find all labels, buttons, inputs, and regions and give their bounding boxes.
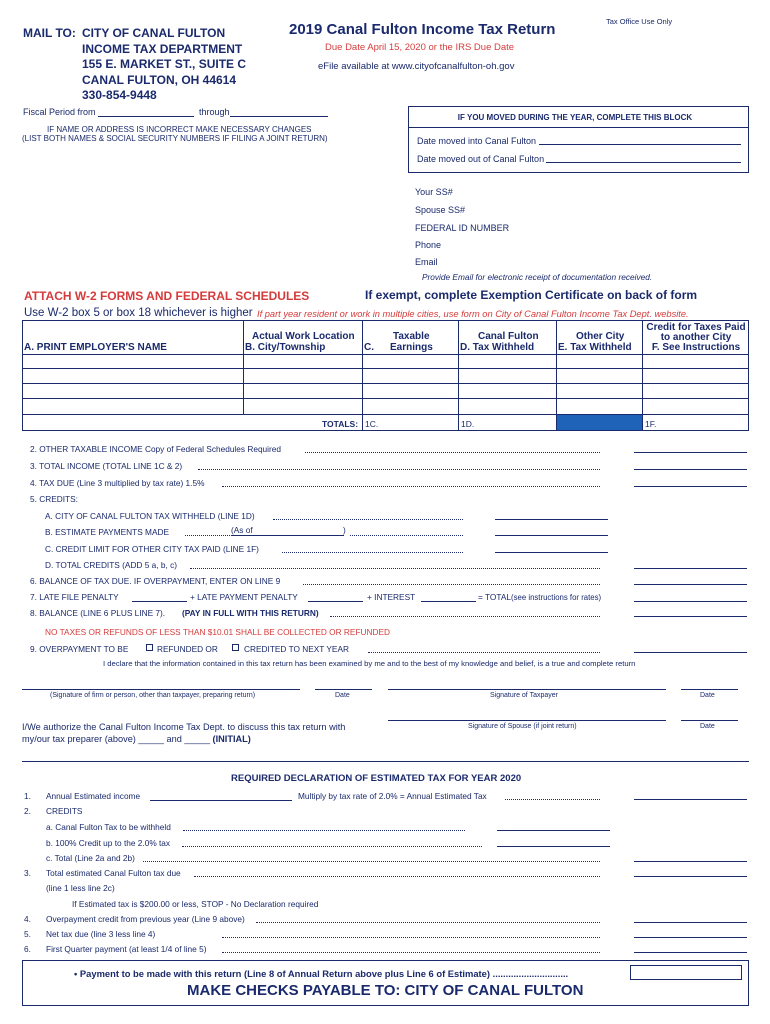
est-line-5-label: Net tax due (line 3 less line 4) — [46, 929, 156, 939]
spouse-date-label: Date — [700, 723, 715, 730]
leader-dots — [190, 568, 600, 569]
est-line-1-mult: Multiply by tax rate of 2.0% = Annual Estimated Tax — [298, 791, 487, 801]
email-label: Email — [415, 257, 438, 267]
due-date: Due Date April 15, 2020 or the IRS Due Date — [325, 42, 515, 53]
attach-w2-heading: ATTACH W-2 FORMS AND FEDERAL SCHEDULES — [24, 289, 310, 303]
col-taxable-1: Taxable — [393, 331, 430, 342]
est-line-2a-field[interactable] — [497, 830, 610, 831]
col-credit-1: Credit for Taxes Paid — [646, 322, 746, 333]
est-num-6: 6. — [24, 944, 31, 954]
taxpayer-signature-field[interactable] — [388, 689, 666, 690]
leader-dots — [273, 519, 463, 520]
late-file-field[interactable] — [132, 601, 187, 602]
line-9-refunded: REFUNDED OR — [157, 644, 218, 654]
line-3-field[interactable] — [634, 469, 747, 470]
line-8-field[interactable] — [634, 616, 747, 617]
form-title: 2019 Canal Fulton Income Tax Return — [289, 21, 556, 38]
leader-dots — [368, 652, 600, 653]
line-7-total: = TOTAL — [478, 592, 511, 602]
exempt-heading: If exempt, complete Exemption Certificate on back of form — [365, 288, 698, 302]
preparer-signature-field[interactable] — [22, 689, 300, 690]
preparer-date-field[interactable] — [315, 689, 372, 690]
moved-out-label: Date moved out of Canal Fulton — [417, 154, 545, 164]
name-notice-line1: IF NAME OR ADDRESS IS INCORRECT MAKE NECESSARY CHANGES — [47, 125, 312, 134]
line-5c-label: C. CREDIT LIMIT FOR OTHER CITY TAX PAID (LINE 1F) — [45, 544, 259, 554]
authorize-line2-text: my/our tax preparer (above) _____ and _____ — [22, 734, 210, 744]
line-9-label: 9. OVERPAYMENT TO BE — [30, 644, 129, 654]
leader-dots — [143, 861, 600, 862]
line-5b-date-field[interactable] — [231, 535, 344, 536]
email-note: Provide Email for electronic receipt of documentation received. — [422, 272, 653, 282]
spouse-date-field[interactable] — [681, 720, 738, 721]
est-line-1-field[interactable] — [634, 799, 747, 800]
est-line-3-stop: If Estimated tax is $200.00 or less, STOP - No Declaration required — [72, 899, 319, 909]
line-5a-field[interactable] — [495, 519, 608, 520]
col-other-withheld-2: E. Tax Withheld — [558, 342, 632, 353]
declaration: I declare that the information contained in this tax return has been examined by me and to the best of my knowledge and belief, is a true and complete return — [103, 659, 636, 668]
w2-note: Use W-2 box 5 or box 18 whichever is higher — [24, 307, 253, 319]
leader-dots — [185, 535, 230, 536]
totals-label: TOTALS: — [322, 419, 359, 429]
phone-label: Phone — [415, 240, 442, 250]
line-5b-field[interactable] — [495, 535, 608, 536]
mail-to-line: CANAL FULTON, OH 44614 — [82, 72, 237, 87]
leader-dots — [183, 830, 465, 831]
est-line-2c-label: c. Total (Line 2a and 2b) — [46, 853, 135, 863]
line-4-label: 4. TAX DUE (Line 3 multiplied by tax rate) 1.5% — [30, 478, 205, 488]
payment-note: • Payment to be made with this return (Line 8 of Annual Return above plus Line 6 of Estimate) ............................. — [74, 968, 569, 979]
moved-into-field[interactable] — [539, 144, 741, 145]
line-3-label: 3. TOTAL INCOME (TOTAL LINE 1C & 2) — [30, 461, 183, 471]
credited-checkbox[interactable] — [232, 644, 239, 651]
efile-note: eFile available at www.cityofcanalfulton-oh.gov — [318, 61, 515, 72]
col-credit-2: to another City — [660, 332, 732, 343]
col-cf-withheld-2: D. Tax Withheld — [460, 342, 535, 353]
line-7-late-pay: + LATE PAYMENT PENALTY — [190, 592, 298, 602]
est-line-4-label: Overpayment credit from previous year (Line 9 above) — [46, 914, 245, 924]
checks-payable: MAKE CHECKS PAYABLE TO: CITY OF CANAL FULTON — [187, 982, 584, 999]
office-use-label: Tax Office Use Only — [606, 17, 673, 26]
moved-out-field[interactable] — [546, 162, 741, 163]
late-pay-field[interactable] — [308, 601, 363, 602]
est-num-1: 1. — [24, 791, 31, 801]
preparer-date-label: Date — [335, 692, 350, 699]
line-5c-field[interactable] — [495, 552, 608, 553]
est-line-2-label: CREDITS — [46, 806, 83, 816]
leader-dots — [256, 922, 600, 923]
preparer-signature-label: (Signature of firm or person, other than taxpayer, preparing return) — [50, 692, 256, 699]
col-taxable-2: Earnings — [390, 342, 433, 353]
line-5a-label: A. CITY OF CANAL FULTON TAX WITHHELD (LINE 1D) — [45, 511, 255, 521]
line-7-field[interactable] — [634, 601, 747, 602]
est-line-3-label: Total estimated Canal Fulton tax due — [46, 868, 181, 878]
est-line-4-field[interactable] — [634, 922, 747, 923]
section-divider — [22, 761, 749, 762]
est-num-5: 5. — [24, 929, 31, 939]
col-credit-3: F. See Instructions — [651, 342, 741, 353]
moved-block-header: IF YOU MOVED DURING THE YEAR, COMPLETE THIS BLOCK — [457, 113, 693, 122]
moved-block-divider — [408, 127, 749, 128]
spouse-signature-label: Signature of Spouse (if joint return) — [468, 723, 577, 730]
est-line-1-label: Annual Estimated income — [46, 791, 141, 801]
est-line-2b-field[interactable] — [497, 846, 610, 847]
table-col-divider — [458, 320, 459, 431]
leader-dots — [222, 486, 600, 487]
authorize-initial: (INITIAL) — [212, 734, 251, 744]
leader-dots — [505, 799, 600, 800]
line-5d-field[interactable] — [634, 568, 747, 569]
leader-dots — [222, 937, 600, 938]
mail-to-line: 330-854-9448 — [82, 88, 157, 102]
col-work-location-2: B. City/Township — [245, 342, 326, 353]
col-taxable-letter: C. — [364, 342, 374, 353]
spouse-ss-label: Spouse SS# — [415, 205, 466, 215]
leader-dots — [330, 616, 600, 617]
taxpayer-signature-label: Signature of Taxpayer — [490, 692, 558, 699]
line-5d-label: D. TOTAL CREDITS (ADD 5 a, b, c) — [45, 560, 178, 570]
mail-to-label: MAIL TO: — [23, 26, 76, 40]
employer-name-cell[interactable] — [23, 369, 243, 383]
est-line-5-field[interactable] — [634, 937, 747, 938]
line-7-interest: + INTEREST — [367, 592, 416, 602]
mail-to-line: 155 E. MARKET ST., SUITE C — [82, 57, 247, 71]
estimate-title: REQUIRED DECLARATION OF ESTIMATED TAX FOR YEAR 2020 — [231, 773, 522, 784]
authorize-line2 — [22, 734, 251, 744]
fiscal-through-field[interactable] — [230, 116, 328, 117]
leader-dots — [305, 452, 600, 453]
est-num-4: 4. — [24, 914, 31, 924]
col-other-withheld-1: Other City — [576, 331, 625, 342]
mail-to-line: INCOME TAX DEPARTMENT — [82, 41, 243, 56]
no-tax-notice: NO TAXES OR REFUNDS OF LESS THAN $10.01 SHALL BE COLLECTED OR REFUNDED — [45, 627, 391, 637]
line-9-credited: CREDITED TO NEXT YEAR — [244, 644, 349, 654]
line-5b-as-of: (As of — [231, 525, 253, 535]
est-line-2a-label: a. Canal Fulton Tax to be withheld — [46, 822, 171, 832]
refunded-checkbox[interactable] — [146, 644, 153, 651]
col-employer-name: A. PRINT EMPLOYER'S NAME — [24, 342, 167, 353]
line-7-total-note: (see instructions for rates) — [511, 593, 602, 602]
fein-label: FEDERAL ID NUMBER — [415, 223, 510, 233]
est-line-6-label: First Quarter payment (at least 1/4 of line 5) — [46, 944, 207, 954]
line-5-label: 5. CREDITS: — [30, 494, 78, 504]
w2-note-italic: If part year resident or work in multiple cities, use form on City of Canal Fulton Income Tax Dept. website. — [257, 309, 689, 319]
name-notice-line2: (LIST BOTH NAMES & SOCIAL SECURITY NUMBERS IF FILING A JOINT RETURN) — [22, 134, 328, 143]
line-5b-close: ) — [343, 525, 346, 535]
est-line-2c-field[interactable] — [634, 861, 747, 862]
total-1c[interactable]: 1C. — [365, 419, 379, 429]
mail-to-address — [82, 26, 246, 104]
est-line-3-sub: (line 1 less line 2c) — [46, 883, 115, 893]
employer-name-cell[interactable] — [23, 355, 243, 368]
line-2-field[interactable] — [634, 452, 747, 453]
leader-dots — [194, 876, 600, 877]
line-4-field[interactable] — [634, 486, 747, 487]
est-num-3: 3. — [24, 868, 31, 878]
spouse-signature-field[interactable] — [388, 720, 666, 721]
line-8-bold: (PAY IN FULL WITH THIS RETURN) — [182, 608, 319, 618]
moved-into-label: Date moved into Canal Fulton — [417, 136, 537, 146]
table-col-divider — [362, 320, 363, 431]
line-7-label: 7. LATE FILE PENALTY — [30, 592, 119, 602]
col-work-location-1: Actual Work Location — [252, 331, 355, 342]
interest-field[interactable] — [421, 601, 476, 602]
leader-dots — [282, 552, 463, 553]
est-income-field[interactable] — [150, 800, 292, 801]
payment-amount-field[interactable] — [630, 965, 742, 980]
line-9-field[interactable] — [634, 652, 747, 653]
line-6-field[interactable] — [634, 584, 747, 585]
mail-to-line: CITY OF CANAL FULTON — [82, 26, 226, 40]
leader-dots — [303, 584, 600, 585]
employer-name-cell[interactable] — [23, 399, 243, 414]
total-1f[interactable]: 1F. — [645, 419, 657, 429]
line-2-label: 2. OTHER TAXABLE INCOME Copy of Federal Schedules Required — [30, 444, 282, 454]
line-6-label: 6. BALANCE OF TAX DUE. IF OVERPAYMENT, ENTER ON LINE 9 — [30, 576, 281, 586]
est-line-2b-label: b. 100% Credit up to the 2.0% tax — [46, 838, 171, 848]
line-5b-label: B. ESTIMATE PAYMENTS MADE — [45, 527, 170, 537]
est-num-2: 2. — [24, 806, 31, 816]
total-1d[interactable]: 1D. — [461, 419, 475, 429]
leader-dots — [182, 846, 482, 847]
table-col-divider — [243, 320, 244, 415]
fiscal-through-label: through — [199, 107, 230, 117]
taxpayer-date-field[interactable] — [681, 689, 738, 690]
taxpayer-date-label: Date — [700, 692, 715, 699]
fiscal-from-field[interactable] — [98, 116, 194, 117]
col-cf-withheld-1: Canal Fulton — [478, 331, 539, 342]
leader-dots — [198, 469, 600, 470]
authorize-line1: I/We authorize the Canal Fulton Income Tax Dept. to discuss this tax return with — [22, 722, 346, 732]
fiscal-from-label: Fiscal Period from — [23, 107, 96, 117]
employer-name-cell[interactable] — [23, 384, 243, 398]
line-8-label: 8. BALANCE (LINE 6 PLUS LINE 7). — [30, 608, 166, 618]
est-line-6-field[interactable] — [634, 952, 747, 953]
your-ss-label: Your SS# — [415, 187, 453, 197]
total-1e-shaded — [557, 415, 642, 430]
leader-dots — [222, 952, 600, 953]
leader-dots — [350, 535, 463, 536]
table-col-divider — [642, 320, 643, 431]
est-line-3-field[interactable] — [634, 876, 747, 877]
